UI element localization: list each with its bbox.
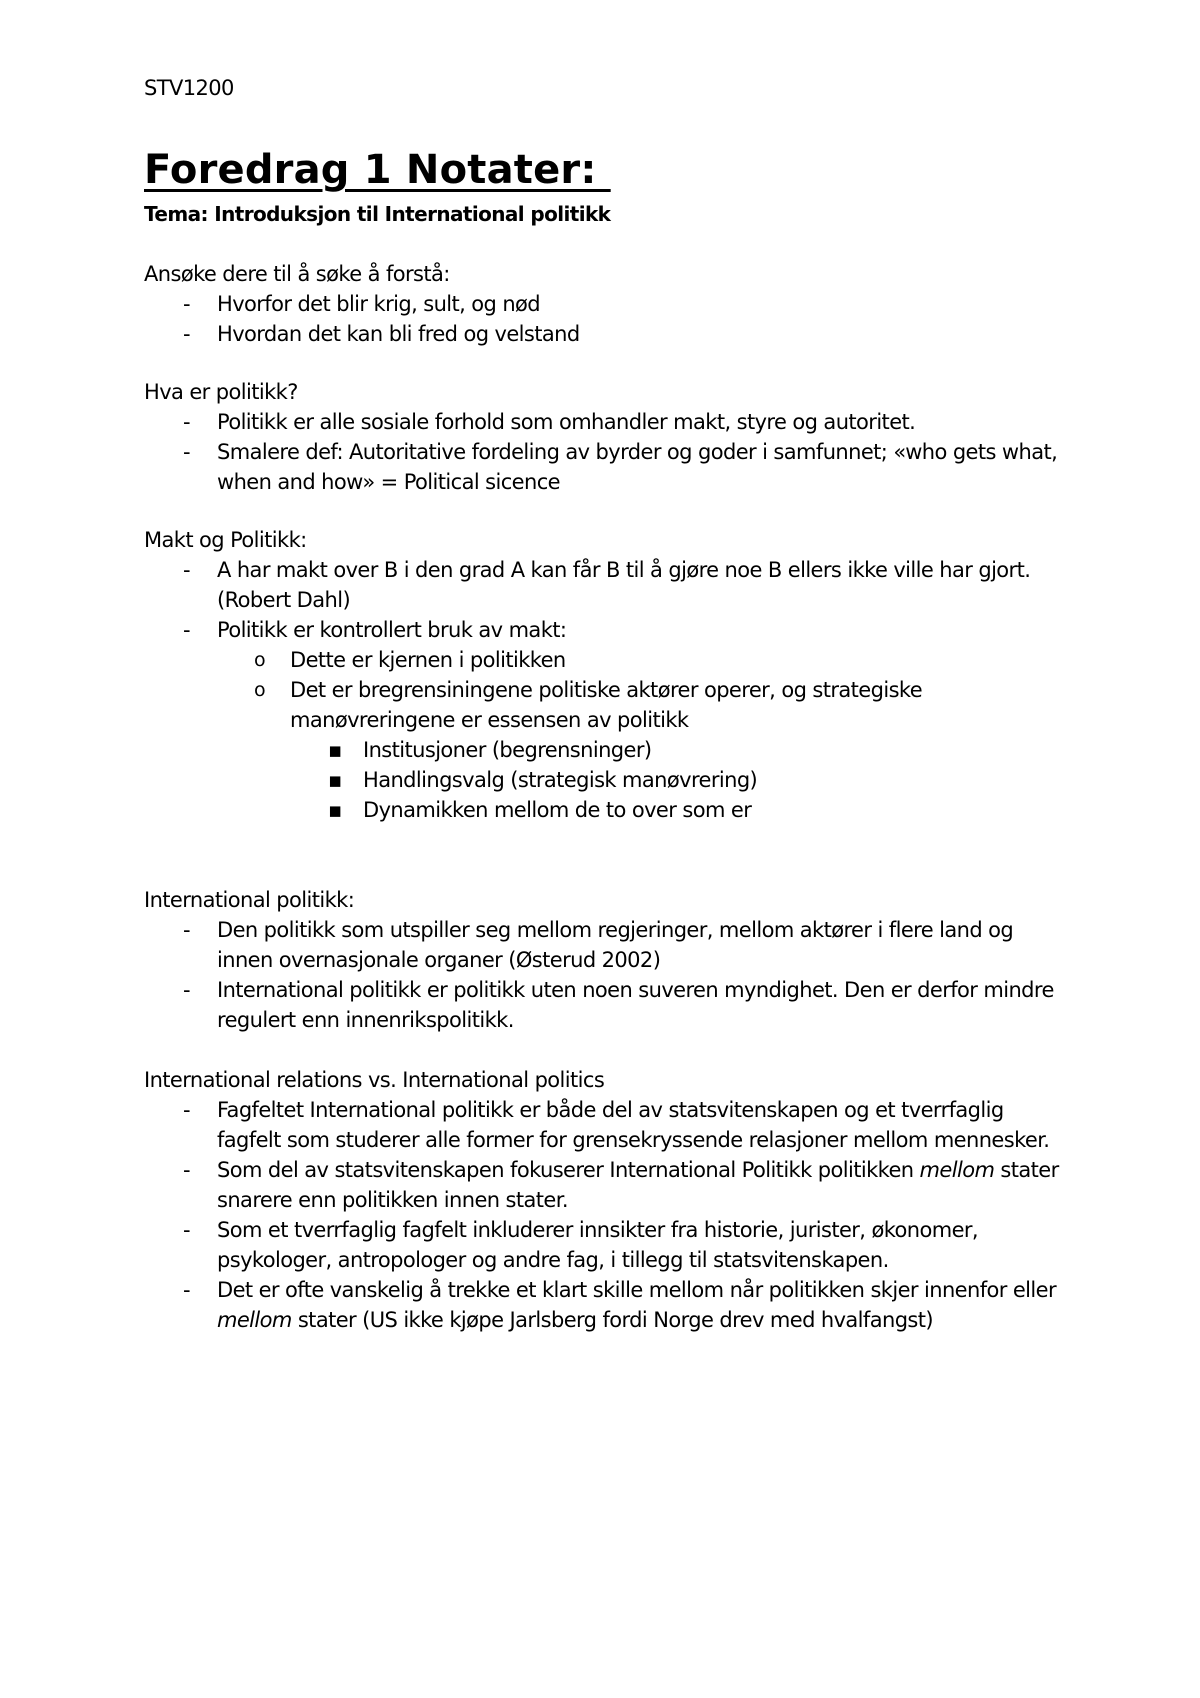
list-forsta: [0, 289, 1067, 349]
section-heading-politikk: Hva er politikk?: [144, 380, 298, 404]
list-item: ▪ Handlingsvalg (strategisk manøvrering): [0, 765, 1063, 795]
dash-marker: -: [183, 410, 190, 434]
list-item: - Den politikk som utspiller seg mellom regjeringer, mellom aktører i flere land og innen overnasjonale organer (Østerud 2002): [0, 915, 1067, 975]
section-heading-relations: International relations vs. International politics: [144, 1068, 605, 1092]
list-item: - Det er ofte vanskelig å trekke et klart skille mellom når politikken skjer innenfor eller mellom stater (US ikke kjøpe Jarlsberg fordi Norge drev med hvalfangst): [0, 1275, 1067, 1335]
square-bullet-icon: ▪: [328, 768, 342, 792]
page-title: Foredrag 1 Notater:: [144, 147, 611, 193]
list-makt: [0, 555, 1070, 825]
emphasis-text: mellom: [919, 1158, 995, 1182]
list-item: o Det er bregrensiningene politiske aktører operer, og strategiske manøvreringene er essensen av politikk: [0, 675, 1070, 735]
dash-marker: -: [183, 558, 190, 582]
circle-marker: o: [254, 679, 266, 701]
dash-marker: -: [183, 292, 190, 316]
list-item: - International politikk er politikk uten noen suveren myndighet. Den er derfor mindre regulert enn innenrikspolitikk.: [0, 975, 1067, 1035]
list-item: - Som et tverrfaglig fagfelt inkluderer innsikter fra historie, jurister, økonomer, psykologer, antropologer og andre fag, i tillegg til statsvitenskapen.: [0, 1215, 1067, 1275]
square-bullet-icon: ▪: [328, 738, 342, 762]
list-item: - Hvordan det kan bli fred og velstand: [0, 319, 1067, 349]
list-item: - Politikk er kontrollert bruk av makt:: [0, 615, 1067, 645]
list-relations: [0, 1095, 1067, 1335]
circle-marker: o: [254, 649, 266, 671]
square-bullet-icon: ▪: [328, 798, 342, 822]
dash-marker: -: [183, 978, 190, 1002]
list-item: - Hvorfor det blir krig, sult, og nød: [0, 289, 1067, 319]
list-item: - Smalere def: Autoritative fordeling av byrder og goder i samfunnet; «who gets what, when and how» = Political sicence: [0, 437, 1067, 497]
section-heading-forsta: Ansøke dere til å søke å forstå:: [144, 262, 450, 286]
emphasis-text: mellom: [217, 1308, 292, 1332]
list-item: - Politikk er alle sosiale forhold som omhandler makt, styre og autoritet.: [0, 407, 1067, 437]
dash-marker: -: [183, 322, 190, 346]
list-item: - Som del av statsvitenskapen fokuserer International Politikk politikken mellom stater snarere enn politikken innen stater.: [0, 1155, 1067, 1215]
page-subtitle: Tema: Introduksjon til International politikk: [144, 202, 611, 226]
dash-marker: -: [183, 1278, 190, 1302]
section-heading-makt: Makt og Politikk:: [144, 528, 307, 552]
dash-marker: -: [183, 918, 190, 942]
list-item: ▪ Institusjoner (begrensninger): [0, 735, 1063, 765]
list-item: ▪ Dynamikken mellom de to over som er: [0, 795, 1063, 825]
dash-marker: -: [183, 1158, 190, 1182]
list-item: - A har makt over B i den grad A kan får B til å gjøre noe B ellers ikke ville har gjort. (Robert Dahl): [0, 555, 1067, 615]
list-item: - Fagfeltet International politikk er både del av statsvitenskapen og et tverrfaglig fagfelt som studerer alle former for grensekryssende relasjoner mellom mennesker.: [0, 1095, 1067, 1155]
dash-marker: -: [183, 440, 190, 464]
list-item: o Dette er kjernen i politikken: [0, 645, 1070, 675]
dash-marker: -: [183, 1218, 190, 1242]
dash-marker: -: [183, 618, 190, 642]
list-politikk: [0, 407, 1067, 497]
dash-marker: -: [183, 1098, 190, 1122]
course-code: STV1200: [144, 76, 234, 100]
list-international: [0, 915, 1067, 1035]
section-heading-international: International politikk:: [144, 888, 355, 912]
